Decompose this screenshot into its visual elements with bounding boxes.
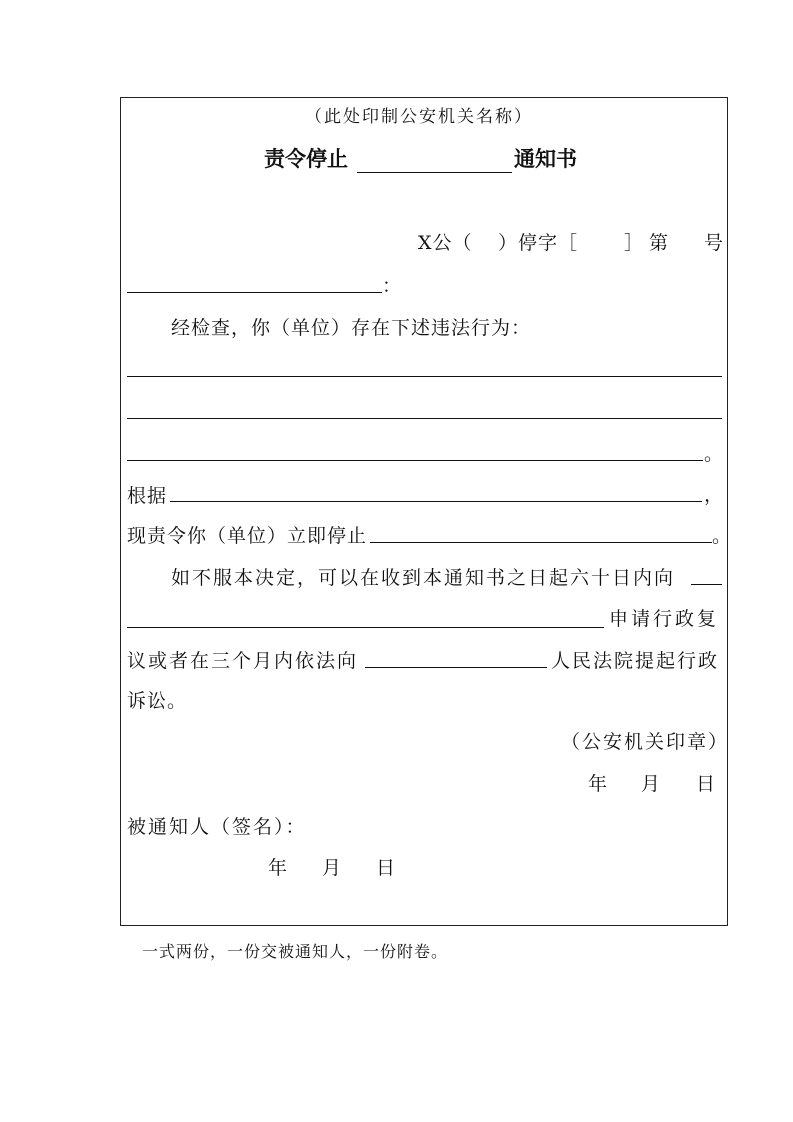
- seal-date-day: 日: [696, 773, 717, 795]
- court-name-line[interactable]: [365, 667, 547, 668]
- basis-comma: ，: [704, 484, 724, 506]
- order-line[interactable]: [370, 542, 712, 543]
- appeal-line-4: 诉讼。: [127, 690, 188, 712]
- order-text: 现责令你（单位）立即停止: [127, 525, 368, 547]
- notice-form-frame: [120, 97, 728, 926]
- order-period: 。: [712, 525, 732, 547]
- title-prefix: 责令停止: [264, 147, 348, 171]
- basis-line[interactable]: [170, 501, 702, 502]
- copies-note: 一式两份，一份交被通知人，一份附卷。: [142, 942, 449, 961]
- seal-date-month: 月: [641, 773, 662, 795]
- doc-number-suffix: 号: [704, 232, 725, 254]
- appeal-line-1: 如不服本决定，可以在收到本通知书之日起六十日内向: [171, 567, 676, 589]
- signature-date-day: 日: [376, 857, 397, 879]
- appeal-line-2-end: 申请行政复: [609, 608, 720, 630]
- agency-name-placeholder: （此处印制公安机关名称）: [305, 107, 533, 127]
- appeal-line-3-start: 议或者在三个月内依法向: [127, 650, 359, 672]
- inspection-text: 经检查，你（单位）存在下述违法行为：: [171, 317, 532, 339]
- signature-date-year: 年: [268, 857, 289, 879]
- violation-period: 。: [704, 443, 724, 465]
- doc-number-mid: ）停字［: [498, 232, 579, 254]
- doc-number-close: ］第: [624, 232, 675, 254]
- violation-line-1[interactable]: [127, 376, 722, 377]
- recipient-colon: ：: [382, 275, 403, 297]
- appeal-line-3-end: 人民法院提起行政: [551, 650, 720, 672]
- violation-line-3[interactable]: [127, 460, 703, 461]
- seal-label: （公安机关印章）: [561, 731, 730, 753]
- title-suffix: 通知书: [514, 147, 577, 171]
- appeal-agency-line-a[interactable]: [691, 584, 722, 585]
- appeal-agency-line-b[interactable]: [127, 627, 604, 628]
- basis-label: 根据: [127, 485, 168, 507]
- doc-number-prefix: X公（: [418, 232, 473, 254]
- seal-date-year: 年: [588, 773, 609, 795]
- recipient-name-line[interactable]: [127, 292, 382, 293]
- violation-line-2[interactable]: [127, 418, 722, 419]
- signature-date-month: 月: [322, 857, 343, 879]
- title-blank-line[interactable]: [357, 172, 512, 173]
- signature-label: 被通知人（签名）：: [127, 816, 307, 838]
